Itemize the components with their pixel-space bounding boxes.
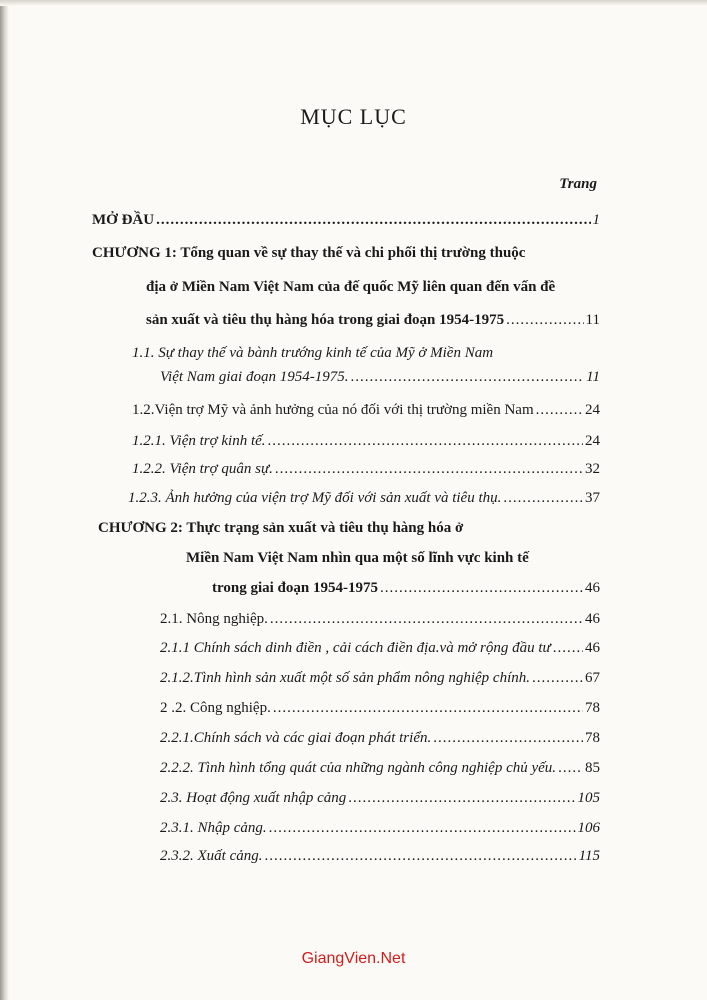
toc-entry-text: 2.3. Hoạt động xuất nhập cảng	[160, 790, 347, 806]
toc-section-2-3[interactable]	[160, 790, 600, 807]
dot-leader	[536, 402, 583, 419]
dot-leader	[156, 212, 590, 229]
dot-leader	[380, 580, 583, 597]
dot-leader	[532, 670, 583, 687]
dot-leader	[350, 369, 584, 386]
toc-entry-text: 2 .2. Công nghiệp.	[160, 700, 271, 716]
toc-page-number: 11	[585, 312, 600, 328]
dot-leader	[506, 312, 583, 329]
toc-entry-text: 2.1.2.Tình hình sản xuất một số sản phẩm nông nghiệp chính.	[160, 670, 530, 686]
toc-entry-text: 2.3.1. Nhập cảng.	[160, 820, 267, 836]
site-watermark: GiangVien.Net	[301, 950, 406, 967]
toc-page-number: 67	[585, 670, 600, 686]
toc-section-1-2-2[interactable]	[132, 461, 600, 478]
dot-leader	[348, 790, 575, 807]
toc-entry-text: 2.1. Nông nghiệp.	[160, 611, 268, 627]
toc-entry-text: 2.2.2. Tình hình tổng quát của những ngành công nghiệp chủ yếu.	[160, 760, 557, 776]
toc-entry-text: Việt Nam giai đoạn 1954-1975.	[160, 369, 349, 385]
page-column-header: Trang	[559, 176, 597, 192]
toc-section-1-1-line-2[interactable]	[160, 369, 600, 386]
toc-entry-text: 1.2.Viện trợ Mỹ và ảnh hưởng của nó đối với thị trường miền Nam	[132, 402, 534, 418]
dot-leader	[265, 848, 577, 865]
toc-page-number: 78	[585, 730, 600, 746]
toc-section-2-1-2[interactable]	[160, 670, 600, 687]
page-title: MỤC LỤC	[300, 104, 407, 129]
toc-page-number: 105	[577, 790, 600, 806]
toc-page-number: 24	[585, 433, 600, 449]
toc-page-number: 11	[586, 369, 600, 385]
toc-section-2-1[interactable]	[160, 611, 600, 628]
toc-entry-intro[interactable]	[92, 212, 600, 229]
toc-entry-text: sản xuất và tiêu thụ hàng hóa trong giai đoạn 1954-1975	[146, 312, 505, 328]
toc-chapter-1-line-2: địa ở Miền Nam Việt Nam của đế quốc Mỹ liên quan đến vấn đề	[146, 279, 556, 295]
toc-chapter-1-line-1[interactable]: CHƯƠNG 1: Tổng quan về sự thay thế và chi phối thị trường thuộc	[92, 245, 526, 261]
toc-entry-text: 2.1.1 Chính sách dinh điền , cải cách điền địa.và mở rộng đầu tư	[160, 640, 551, 656]
dot-leader	[553, 640, 583, 657]
dot-leader	[433, 730, 583, 747]
toc-page-number: 1	[592, 212, 600, 228]
toc-page-number: 24	[585, 402, 600, 418]
toc-entry-text: trong giai đoạn 1954-1975	[212, 580, 378, 596]
toc-chapter-2-line-1[interactable]: CHƯƠNG 2: Thực trạng sản xuất và tiêu thụ hàng hóa ở	[98, 520, 464, 536]
dot-leader	[503, 490, 583, 507]
toc-page-number: 85	[585, 760, 600, 776]
toc-chapter-1-line-3[interactable]	[146, 312, 600, 329]
toc-entry-text: 2.2.1.Chính sách và các giai đoạn phát triển.	[160, 730, 432, 746]
toc-chapter-2-line-2: Miền Nam Việt Nam nhìn qua một số lĩnh vực kinh tế	[186, 550, 529, 566]
toc-entry-text: 1.2.2. Viện trợ quân sự.	[132, 461, 273, 477]
toc-page-number: 78	[585, 700, 600, 716]
scan-edge	[0, 0, 9, 1000]
toc-section-2-2-1[interactable]	[160, 730, 600, 747]
scan-edge-top	[0, 0, 707, 6]
toc-page-number: 106	[577, 820, 600, 836]
dot-leader	[270, 611, 583, 628]
toc-page-number: 46	[585, 640, 600, 656]
toc-section-1-2-1[interactable]	[132, 433, 600, 450]
toc-section-2-1-1[interactable]	[160, 640, 600, 657]
dot-leader	[558, 760, 583, 777]
toc-page-number: 32	[585, 461, 600, 477]
toc-section-2-3-1[interactable]	[160, 820, 600, 837]
dot-leader	[273, 700, 583, 717]
toc-chapter-2-line-3[interactable]	[212, 580, 600, 597]
toc-section-1-2-3[interactable]	[128, 490, 600, 507]
toc-section-2-2-2[interactable]	[160, 760, 600, 777]
toc-page-number: 46	[585, 580, 600, 596]
dot-leader	[268, 433, 583, 450]
toc-section-2-3-2[interactable]	[160, 848, 600, 865]
toc-entry-text: 1.2.1. Viện trợ kinh tế.	[132, 433, 266, 449]
toc-entry-text: MỞ ĐẦU	[92, 212, 155, 228]
toc-entry-text: 2.3.2. Xuất cảng.	[160, 848, 263, 864]
toc-section-1-2[interactable]	[132, 402, 600, 419]
dot-leader	[269, 820, 576, 837]
toc-page-number: 46	[585, 611, 600, 627]
toc-page-number: 115	[578, 848, 600, 864]
toc-entry-text: 1.2.3. Ảnh hưởng của viện trợ Mỹ đối với sản xuất và tiêu thụ.	[128, 490, 502, 506]
toc-section-1-1-line-1[interactable]: 1.1. Sự thay thế và bành trướng kinh tế của Mỹ ở Miền Nam	[132, 345, 494, 361]
toc-page-number: 37	[585, 490, 600, 506]
dot-leader	[275, 461, 583, 478]
toc-section-2-2[interactable]	[160, 700, 600, 717]
